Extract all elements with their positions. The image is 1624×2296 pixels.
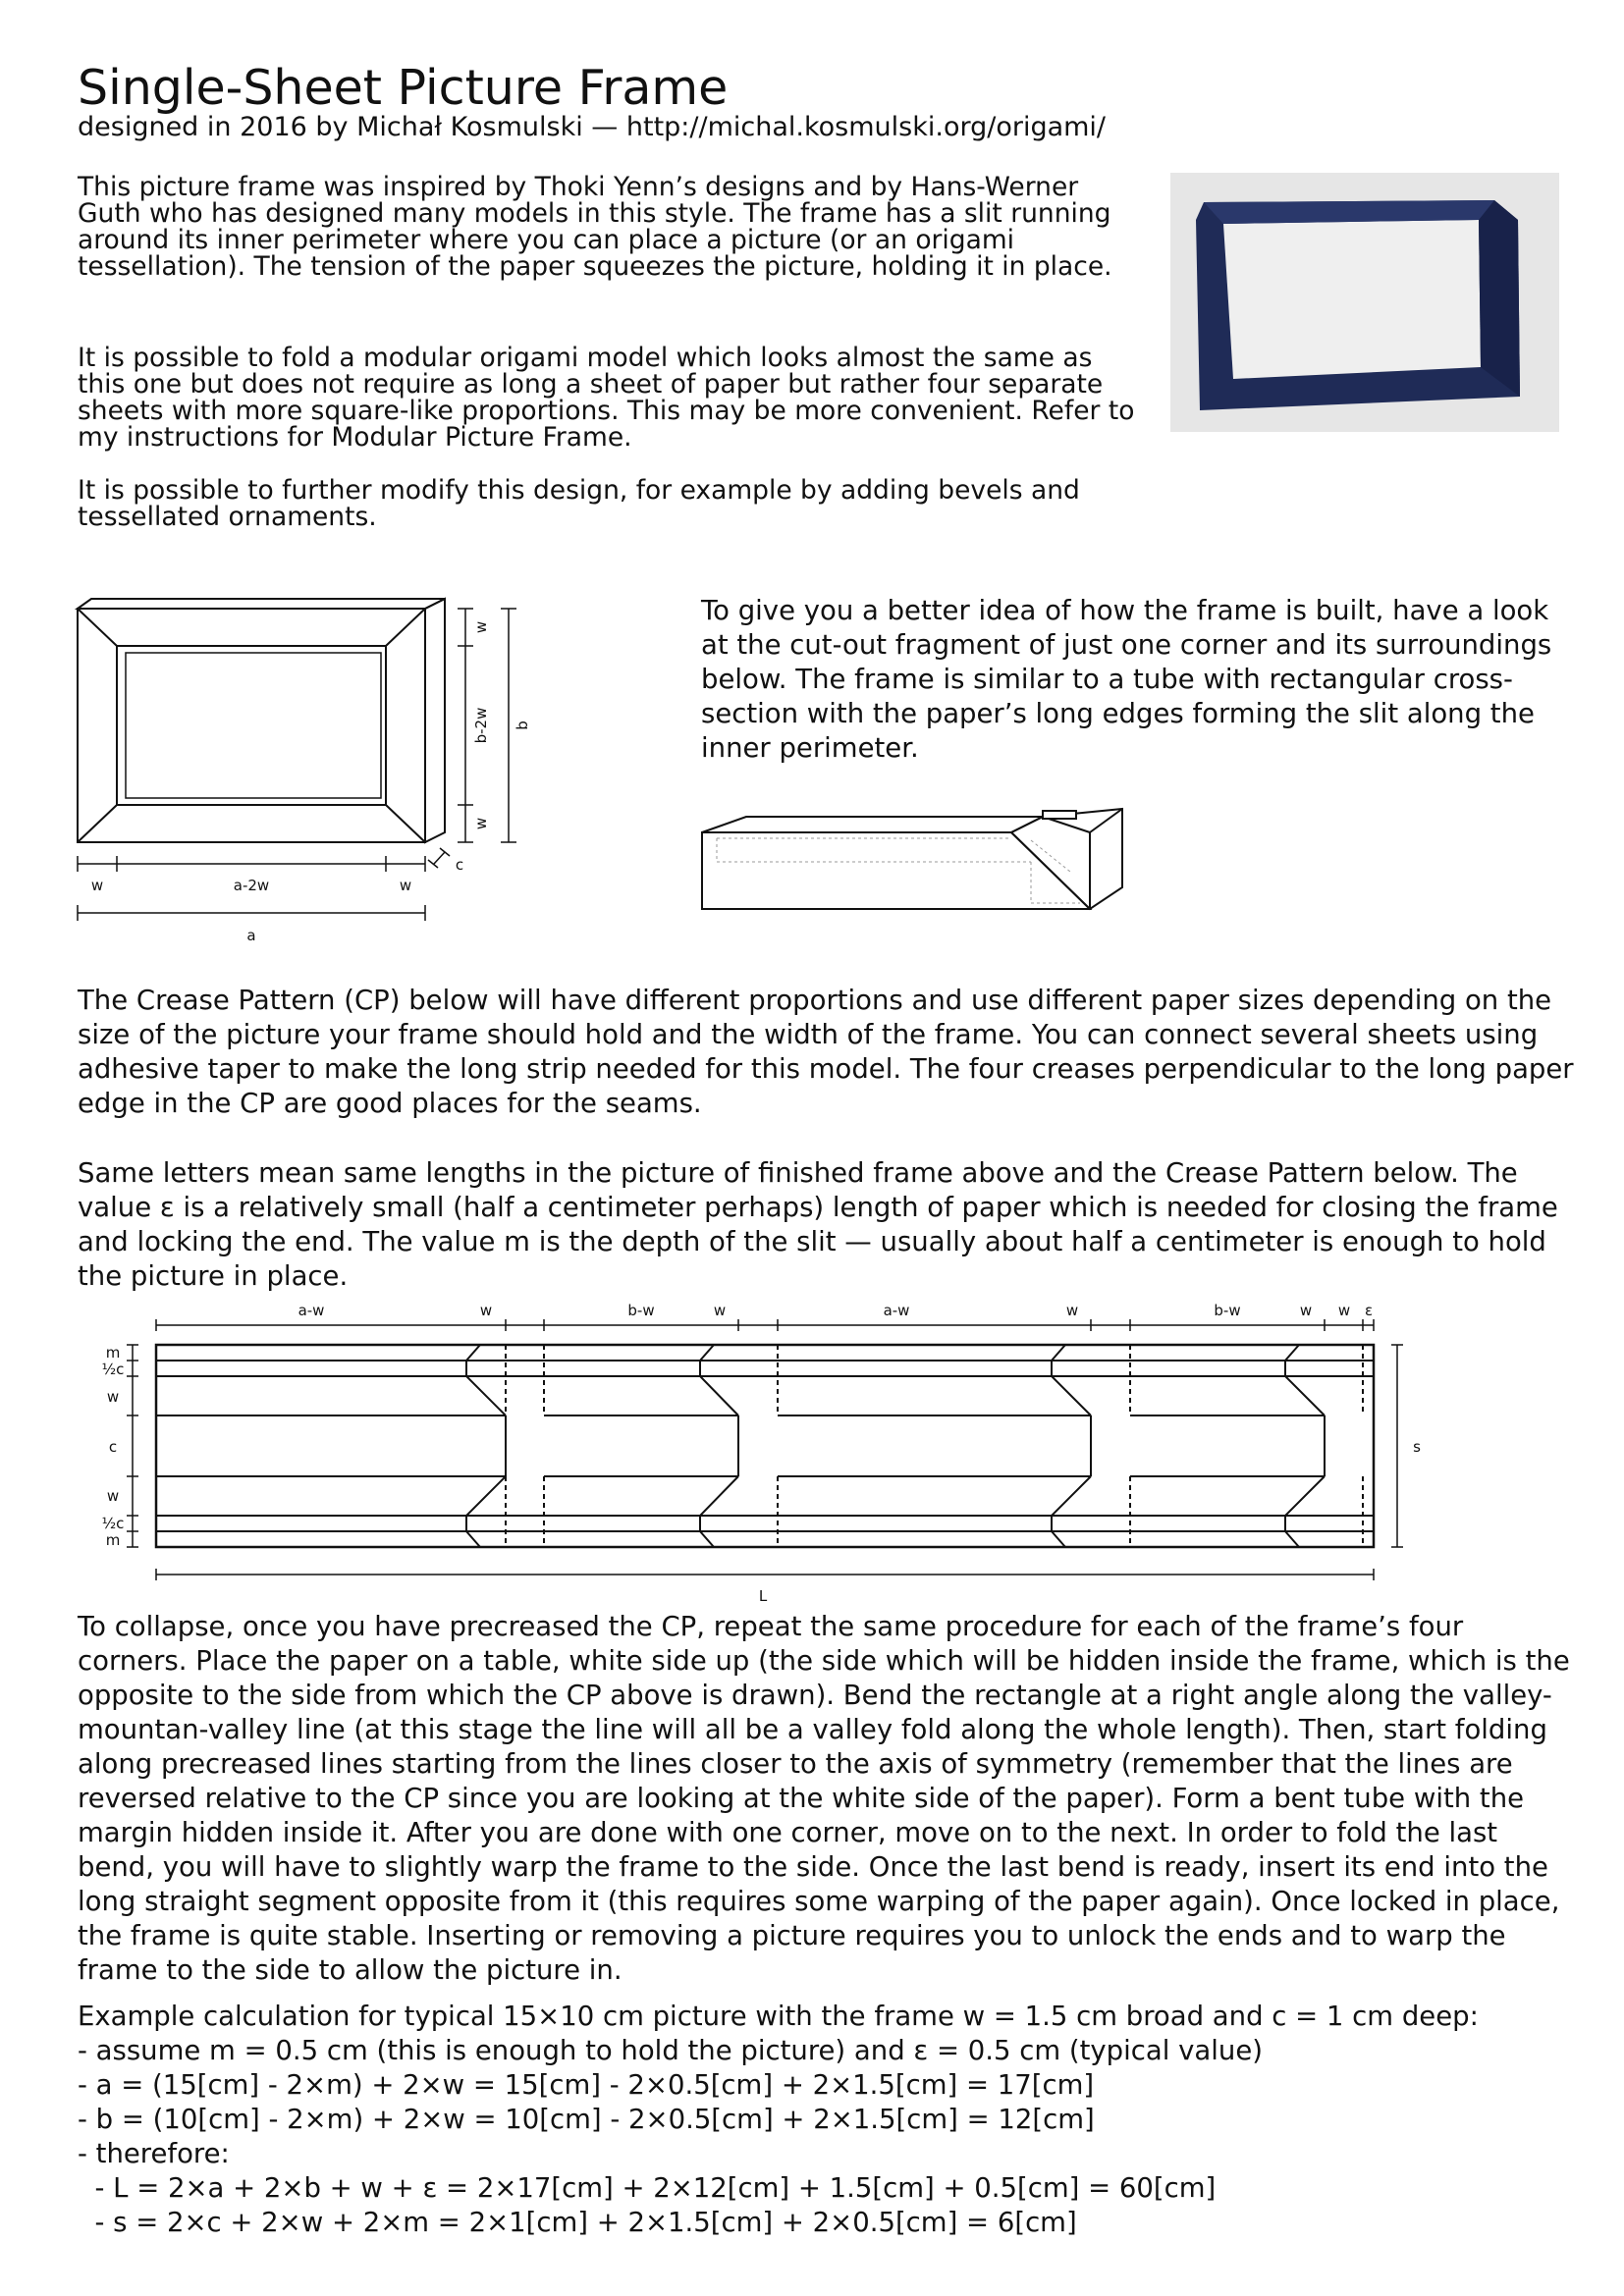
body-paragraph: The Crease Pattern (CP) below will have different proportions and use different paper sizes depending on the size of the picture your frame should hold and the width of the frame. You can connect several sheets using adhesive taper to make the long strip needed for this model. The four creases perpendicular to the long paper edge in the CP are good places for the seams. (78, 985, 1574, 1119)
cp-right-label: s (1413, 1438, 1421, 1456)
cp-left-label: c (108, 1438, 118, 1456)
calc-line: - a = (15[cm] - 2×m) + 2×w = 15[cm] - 2×0.5[cm] + 2×1.5[cm] = 17[cm] (78, 2069, 1095, 2101)
page-title: Single-Sheet Picture Frame (78, 60, 729, 116)
frame-photo (1170, 173, 1559, 432)
cp-top-label: w (1337, 1302, 1351, 1319)
cp-top-label: a-w (883, 1302, 910, 1319)
intro-paragraph: This picture frame was inspired by Thoki Yenn’s designs and by Hans-Werner Guth who has designed many models in this style. The frame has a slit running around its inner perimeter where you can place a picture (or an origami tessellation). The tension of the paper squeezes the picture, holding it in place. (78, 172, 1112, 282)
calc-line: - assume m = 0.5 cm (this is enough to hold the picture) and ε = 0.5 cm (typical value) (78, 2035, 1263, 2066)
cp-left-label: w (106, 1388, 120, 1406)
photo-frame-window (1223, 220, 1481, 379)
dim-label-c: c (455, 856, 464, 874)
dim-label-w: w (472, 620, 490, 634)
collapse-paragraph: To collapse, once you have precreased the CP, repeat the same procedure for each of the frame’s four corners. Place the paper on a table, white side up (the side which will be hidden inside the frame, which is the opposite to the side from which the CP above is drawn). Bend the rectangle at a right angle along the valley-mountan-valley line (at this stage the line will all be a valley fold along the whole length). Then, start folding along precreased lines starting from the lines closer to the axis of symmetry (remember that the lines are reversed relative to the CP since you are looking at the white side of the paper). Form a bent tube with the margin hidden inside it. After you are done with one corner, move on to the next. In order to fold the last bend, you will have to slightly warp the frame to the side. Once the last bend is ready, insert its end into the long straight segment opposite from it (this requires some warping of the paper again). Once locked in place, the frame is quite stable. Inserting or removing a picture requires you to unlock the ends and to warp the frame to the side to allow the picture in. (78, 1611, 1570, 1986)
photo-frame-top-edge (1204, 200, 1494, 224)
cp-top-label: w (1065, 1302, 1079, 1319)
photo-frame-shadow-edge (1479, 200, 1520, 397)
cp-left-label: ½c (101, 1515, 125, 1532)
cp-top-label: a-w (298, 1302, 325, 1319)
cp-top-label: b-w (1214, 1302, 1241, 1319)
calc-line: - L = 2×a + 2×b + w + ε = 2×17[cm] + 2×12[cm] + 1.5[cm] + 0.5[cm] = 60[cm] (78, 2172, 1217, 2204)
dim-label-a-2w: a-2w (233, 877, 270, 894)
dim-label-a: a (246, 927, 256, 944)
corner-diagram (697, 801, 1131, 919)
intro-paragraph: It is possible to fold a modular origami model which looks almost the same as this one but does not require as long a sheet of paper but rather four separate sheets with more square-like proportions. This may be more convenient. Refer to my instructions for Modular Picture Frame. (78, 343, 1135, 453)
cp-top-label: ε (1364, 1302, 1374, 1319)
dim-label-w: w (399, 877, 412, 894)
cp-top-label: w (713, 1302, 727, 1319)
body-paragraph: Same letters mean same lengths in the picture of finished frame above and the Crease Pattern below. The value ε is a relatively small (half a centimeter perhaps) length of paper which is needed for closing the frame and locking the end. The value m is the depth of the slit — usually about half a centimeter is enough to hold the picture in place. (78, 1157, 1558, 1292)
frame-diagram (69, 591, 540, 954)
calc-line: - s = 2×c + 2×w + 2×m = 2×1[cm] + 2×1.5[cm] + 2×0.5[cm] = 6[cm] (78, 2207, 1077, 2238)
dim-label-b-2w: b-2w (472, 707, 490, 744)
crease-pattern-diagram (78, 1298, 1445, 1612)
dim-label-w: w (90, 877, 104, 894)
example-calculation (78, 2000, 1590, 2240)
dim-label-b: b (514, 721, 531, 730)
dim-label-w: w (472, 817, 490, 830)
cp-bottom-label: L (758, 1587, 768, 1605)
cp-top-label: w (479, 1302, 493, 1319)
cp-left-label: w (106, 1487, 120, 1505)
cp-top-label: w (1299, 1302, 1313, 1319)
cp-left-label: m (105, 1531, 121, 1549)
cp-left-label: m (105, 1344, 121, 1362)
calc-line: - therefore: (78, 2138, 230, 2169)
intro-paragraph: It is possible to further modify this design, for example by adding bevels and tessellated ornaments. (78, 475, 1080, 532)
corner-paragraph: To give you a better idea of how the frame is built, have a look at the cut-out fragment of just one corner and its surroundings below. The frame is similar to a tube with rectangular cross-section with the paper’s long edges forming the slit along the inner perimeter. (701, 595, 1552, 764)
page-subtitle: designed in 2016 by Michał Kosmulski — http://michal.kosmulski.org/origami/ (78, 112, 1107, 142)
cp-top-label: b-w (627, 1302, 655, 1319)
calc-line: Example calculation for typical 15×10 cm picture with the frame w = 1.5 cm broad and c = 1 cm deep: (78, 2001, 1479, 2032)
cp-left-label: ½c (101, 1361, 125, 1378)
calc-line: - b = (10[cm] - 2×m) + 2×w = 10[cm] - 2×0.5[cm] + 2×1.5[cm] = 12[cm] (78, 2104, 1095, 2135)
